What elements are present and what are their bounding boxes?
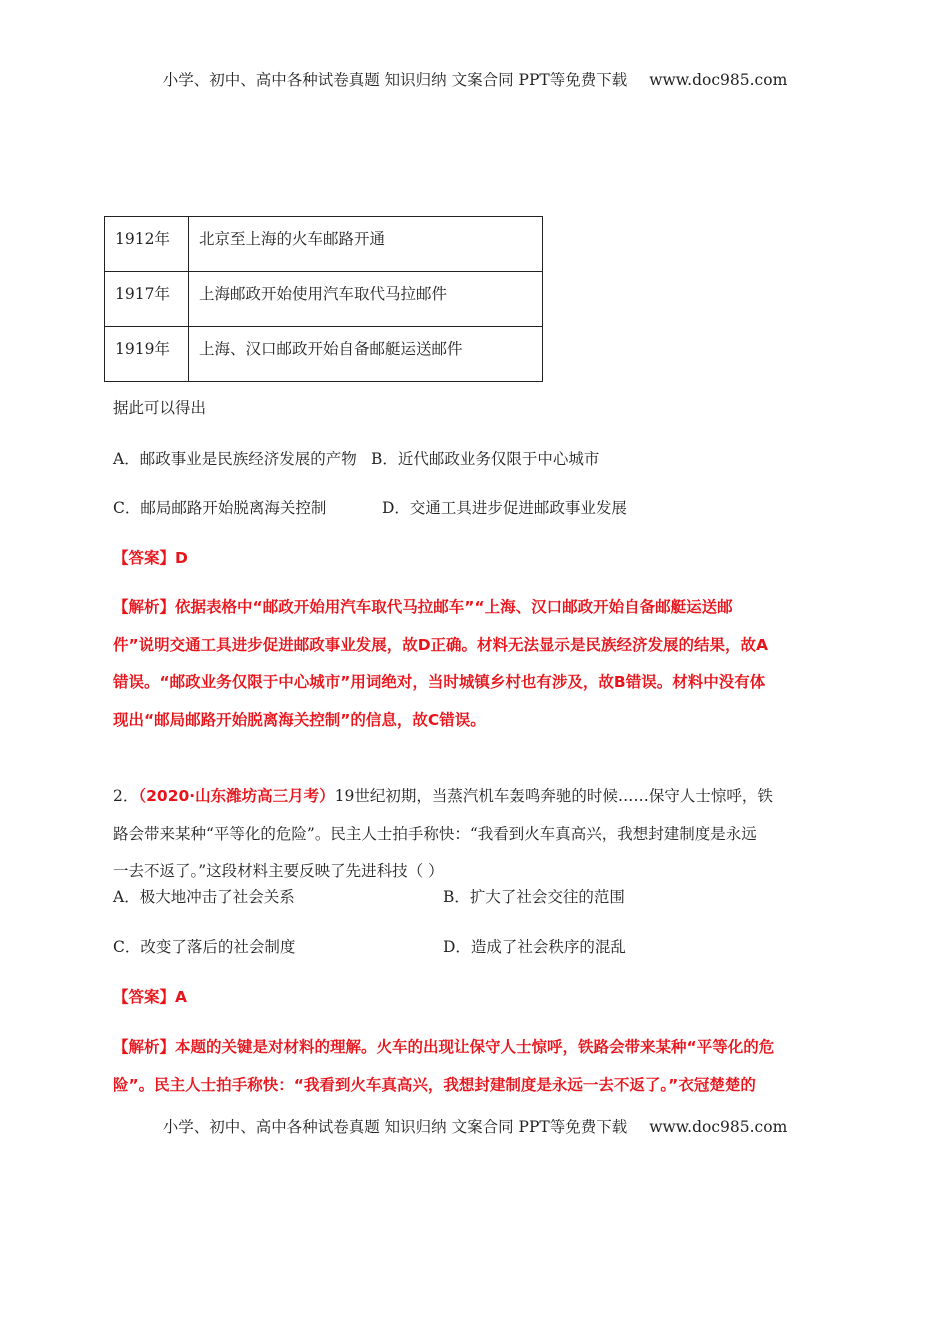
year-cell: 1912年 bbox=[105, 217, 189, 272]
q2-option-d: D．造成了社会秩序的混乱 bbox=[443, 938, 626, 956]
q2-stem bbox=[113, 778, 835, 891]
analysis-line: 【解析】依据表格中“邮政开始用汽车取代马拉邮车”“上海、汉口邮政开始自备邮艇运送邮 bbox=[113, 598, 733, 616]
q1-analysis bbox=[113, 589, 835, 739]
analysis-line: 件”说明交通工具进步促进邮政事业发展，故D正确。材料无法显示是民族经济发展的结果，故A bbox=[113, 635, 769, 654]
header-text: 小学、初中、高中各种试卷真题 知识归纳 文案合同 PPT等免费下载 bbox=[162, 71, 628, 89]
year-cell: 1919年 bbox=[105, 327, 189, 382]
q1-option-d: D．交通工具进步促进邮政事业发展 bbox=[382, 499, 627, 517]
q2-analysis bbox=[113, 1029, 835, 1104]
table-row bbox=[105, 217, 543, 272]
footer-text: 小学、初中、高中各种试卷真题 知识归纳 文案合同 PPT等免费下载 bbox=[162, 1118, 628, 1136]
analysis-line: 错误。“邮政业务仅限于中心城市”用词绝对，当时城镇乡村也有涉及，故B错误。材料中没有体 bbox=[113, 673, 766, 691]
analysis-line: 现出“邮局邮路开始脱离海关控制”的信息，故C错误。 bbox=[113, 710, 486, 729]
q2-option-a: A．极大地冲击了社会关系 bbox=[113, 888, 295, 906]
q2-stem-line: 路会带来某种“平等化的危险”。民主人士拍手称快：“我看到火车真高兴，我想封建制度是永远 bbox=[113, 824, 757, 843]
q1-answer: 【答案】D bbox=[113, 549, 188, 567]
analysis-line: 【解析】本题的关键是对材料的理解。火车的出现让保守人士惊呼，铁路会带来某种“平等化的危 bbox=[113, 1038, 775, 1056]
q1-option-b: B．近代邮政业务仅限于中心城市 bbox=[371, 450, 600, 468]
q1-option-c: C．邮局邮路开始脱离海关控制 bbox=[113, 499, 327, 517]
year-cell: 1917年 bbox=[105, 272, 189, 327]
footer-site: www.doc985.com bbox=[649, 1118, 788, 1136]
q1-stem: 据此可以得出 bbox=[113, 399, 207, 417]
event-cell: 北京至上海的火车邮路开通 bbox=[189, 217, 543, 272]
q2-stem-text: 19世纪初期，当蒸汽机车轰鸣奔驰的时候……保守人士惊呼，铁 bbox=[334, 787, 773, 805]
event-cell: 上海、汉口邮政开始自备邮艇运送邮件 bbox=[189, 327, 543, 382]
q2-stem-line: 一去不返了。”这段材料主要反映了先进科技（ ） bbox=[113, 862, 444, 880]
q2-source: （2020·山东潍坊高三月考） bbox=[138, 787, 335, 805]
q1-option-a: A．邮政事业是民族经济发展的产物 bbox=[113, 450, 357, 468]
table-row bbox=[105, 327, 543, 382]
q2-option-c: C．改变了落后的社会制度 bbox=[113, 938, 296, 956]
page-header bbox=[0, 68, 950, 90]
q2-stem-first-line bbox=[113, 778, 835, 816]
event-cell: 上海邮政开始使用汽车取代马拉邮件 bbox=[189, 272, 543, 327]
postal-history-table bbox=[104, 216, 543, 382]
q2-option-b: B．扩大了社会交往的范围 bbox=[443, 888, 625, 906]
page-footer bbox=[0, 1115, 950, 1137]
header-site: www.doc985.com bbox=[649, 71, 788, 89]
analysis-line: 险”。民主人士拍手称快：“我看到火车真高兴，我想封建制度是永远一去不返了。”衣冠楚楚的 bbox=[113, 1075, 756, 1094]
table-row bbox=[105, 272, 543, 327]
q2-number: 2． bbox=[113, 787, 139, 805]
q2-answer: 【答案】A bbox=[113, 988, 187, 1006]
